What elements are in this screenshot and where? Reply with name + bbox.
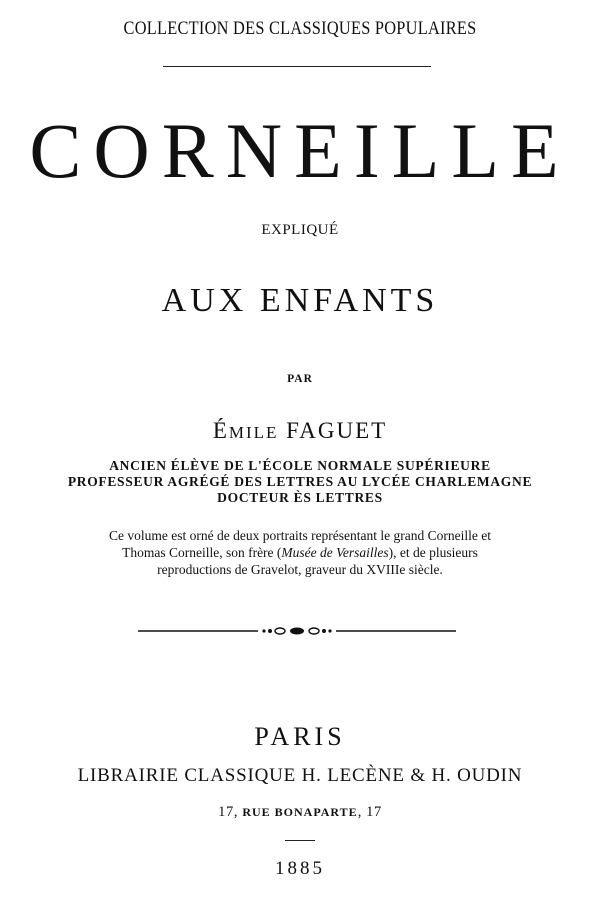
note-line: Ce volume est orné de deux portraits représentant le grand Corneille et	[109, 528, 491, 543]
small-rule	[285, 840, 315, 841]
publisher-address	[0, 804, 600, 821]
note-text: Thomas Corneille, son frère (	[122, 545, 282, 560]
note-italic-text: Musée de Versailles	[281, 545, 389, 560]
note-line: reproductions de Gravelot, graveur du XVIIIe siècle.	[157, 562, 443, 577]
address-number: 17,	[218, 804, 243, 820]
credential-line: PROFESSEUR AGRÉGÉ DES LETTRES AU LYCÉE CHARLEMAGNE	[67, 474, 533, 489]
top-rule	[163, 66, 431, 67]
author-name	[0, 418, 600, 444]
note-line	[0, 545, 600, 561]
series-title: COLLECTION DES CLASSIQUES POPULAIRES	[123, 18, 477, 39]
subtitle-aux-enfants: AUX ENFANTS	[161, 282, 439, 319]
author-surname: FAGUET	[286, 418, 388, 443]
credential-line: ANCIEN ÉLÈVE DE L'ÉCOLE NORMALE SUPÉRIEURE	[109, 458, 491, 473]
author-firstname-rest: MILE	[228, 423, 279, 442]
credential-line: DOCTEUR ÈS LETTRES	[217, 490, 383, 505]
imprint-place: PARIS	[254, 722, 346, 751]
ornamental-rule	[138, 622, 456, 640]
publication-year: 1885	[275, 858, 325, 879]
address-number: , 17	[357, 804, 382, 820]
subtitle-expliqued: EXPLIQUÉ	[261, 222, 339, 238]
author-initial: É	[212, 418, 229, 443]
book-title: CORNEILLE	[29, 107, 571, 194]
publisher-name: LIBRAIRIE CLASSIQUE H. LECÈNE & H. OUDIN	[77, 765, 523, 786]
note-text: ), et de plusieurs	[388, 545, 478, 560]
by-label: PAR	[287, 373, 313, 385]
address-street: RUE BONAPARTE	[242, 805, 358, 819]
